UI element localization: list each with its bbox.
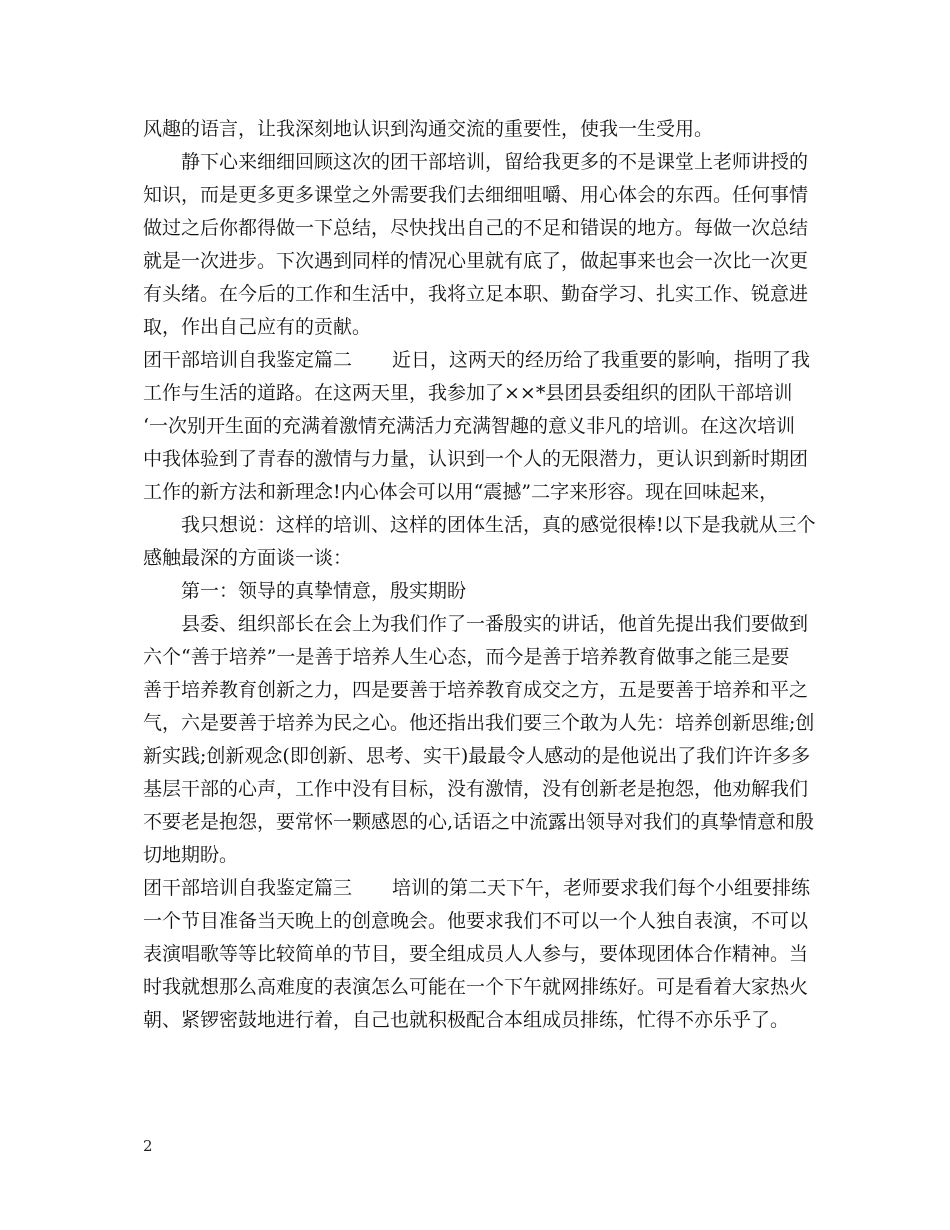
text-line (143, 707, 815, 740)
text-line (143, 641, 809, 674)
line-text: 六个“善于培养”一是善于培养人生心态，而今是善于培养教育做事之能三是要 (143, 646, 790, 668)
text-line (143, 542, 809, 575)
text-line (143, 905, 809, 938)
text-line (143, 971, 809, 1004)
text-line (143, 443, 809, 476)
text-line (143, 1004, 809, 1037)
text-line (143, 575, 809, 608)
text-line (143, 410, 809, 443)
text-line (143, 839, 809, 872)
line-text: 工作与生活的道路。在这两天里，我参加了××*县团县委组织的团队干部培训 (143, 382, 793, 404)
line-text: 朝、紧锣密鼓地进行着，自己也就积极配合本组成员排练，忙得不亦乐乎了。 (143, 1009, 790, 1031)
text-line (143, 245, 809, 278)
section-heading: 团干部培训自我鉴定篇二 (143, 349, 353, 371)
line-text: 培训的第二天下午，老师要求我们每个小组要排练 (392, 877, 811, 899)
body-text (143, 113, 816, 1037)
line-text: 第一：领导的真挚情意，殷实期盼 (181, 580, 467, 602)
line-text: 静下心来细细回顾这次的团干部培训，留给我更多的不是课堂上老师讲授的 (181, 151, 809, 173)
text-line (143, 938, 809, 971)
text-line (143, 872, 809, 905)
line-text: 感触最深的方面谈一谈： (143, 547, 353, 569)
line-text: 知识，而是更多更多课堂之外需要我们去细细咀嚼、用心体会的东西。任何事情 (143, 184, 809, 206)
line-text: ‘一次别开生面的充满着激情充满活力充满智趣的意义非凡的培训。在这次培训 (143, 415, 796, 437)
line-text: 工作的新方法和新理念!内心体会可以用“震撼”二字来形容。现在回味起来， (143, 481, 779, 503)
line-text: 气，六是要善于培养为民之心。他还指出我们要三个敢为人先：培养创新思维;创 (143, 712, 815, 734)
line-text: 做过之后你都得做一下总结，尽快找出自己的不足和错误的地方。每做一次总结 (143, 217, 809, 239)
text-line (143, 509, 816, 542)
line-text: 近日，这两天的经历给了我重要的影响，指明了我 (392, 349, 811, 371)
text-line (143, 212, 809, 245)
line-text: 我只想说：这样的培训、这样的团体生活，真的感觉很棒!以下是我就从三个 (181, 514, 816, 536)
line-text: 就是一次进步。下次遇到同样的情况心里就有底了，做起事来也会一次比一次更 (143, 250, 809, 272)
text-line (143, 806, 815, 839)
line-text: 基层干部的心声，工作中没有目标，没有激情，没有创新老是抱怨，他劝解我们 (143, 778, 809, 800)
line-text: 新实践;创新观念(即创新、思考、实干)最最令人感动的是他说出了我们许许多多 (143, 745, 811, 767)
line-text: 中我体验到了青春的激情与力量，认识到一个人的无限潜力，更认识到新时期团 (143, 448, 809, 470)
text-line (143, 608, 809, 641)
text-line (143, 311, 809, 344)
line-text: 善于培养教育创新之力，四是要善于培养教育成交之方，五是要善于培养和平之 (143, 679, 809, 701)
text-line (143, 113, 809, 146)
text-line (143, 146, 809, 179)
line-text: 表演唱歌等等比较简单的节目，要全组成员人人参与，要体现团体合作精神。当 (143, 943, 809, 965)
page-number: 2 (143, 1137, 153, 1155)
line-text: 有头绪。在今后的工作和生活中，我将立足本职、勤奋学习、扎实工作、锐意进 (143, 283, 809, 305)
text-line (143, 377, 809, 410)
line-text: 切地期盼。 (143, 844, 239, 866)
line-text: 取，作出自己应有的贡献。 (143, 316, 372, 338)
line-text: 县委、组织部长在会上为我们作了一番殷实的讲话，他首先提出我们要做到 (181, 613, 809, 635)
section-heading: 团干部培训自我鉴定篇三 (143, 877, 353, 899)
line-text: 不要老是抱怨，要常怀一颗感恩的心,话语之中流露出领导对我们的真挚情意和殷 (143, 811, 815, 833)
text-line (143, 740, 809, 773)
text-line (143, 179, 809, 212)
text-line (143, 278, 809, 311)
line-text: 风趣的语言，让我深刻地认识到沟通交流的重要性，使我一生受用。 (143, 118, 714, 140)
line-text: 时我就想那么高难度的表演怎么可能在一个下午就网排练好。可是看着大家热火 (143, 976, 809, 998)
text-line (143, 674, 809, 707)
text-line (143, 773, 809, 806)
line-text: 一个节目准备当天晚上的创意晚会。他要求我们不可以一个人独自表演，不可以 (143, 910, 809, 932)
text-line (143, 344, 809, 377)
text-line (143, 476, 809, 509)
